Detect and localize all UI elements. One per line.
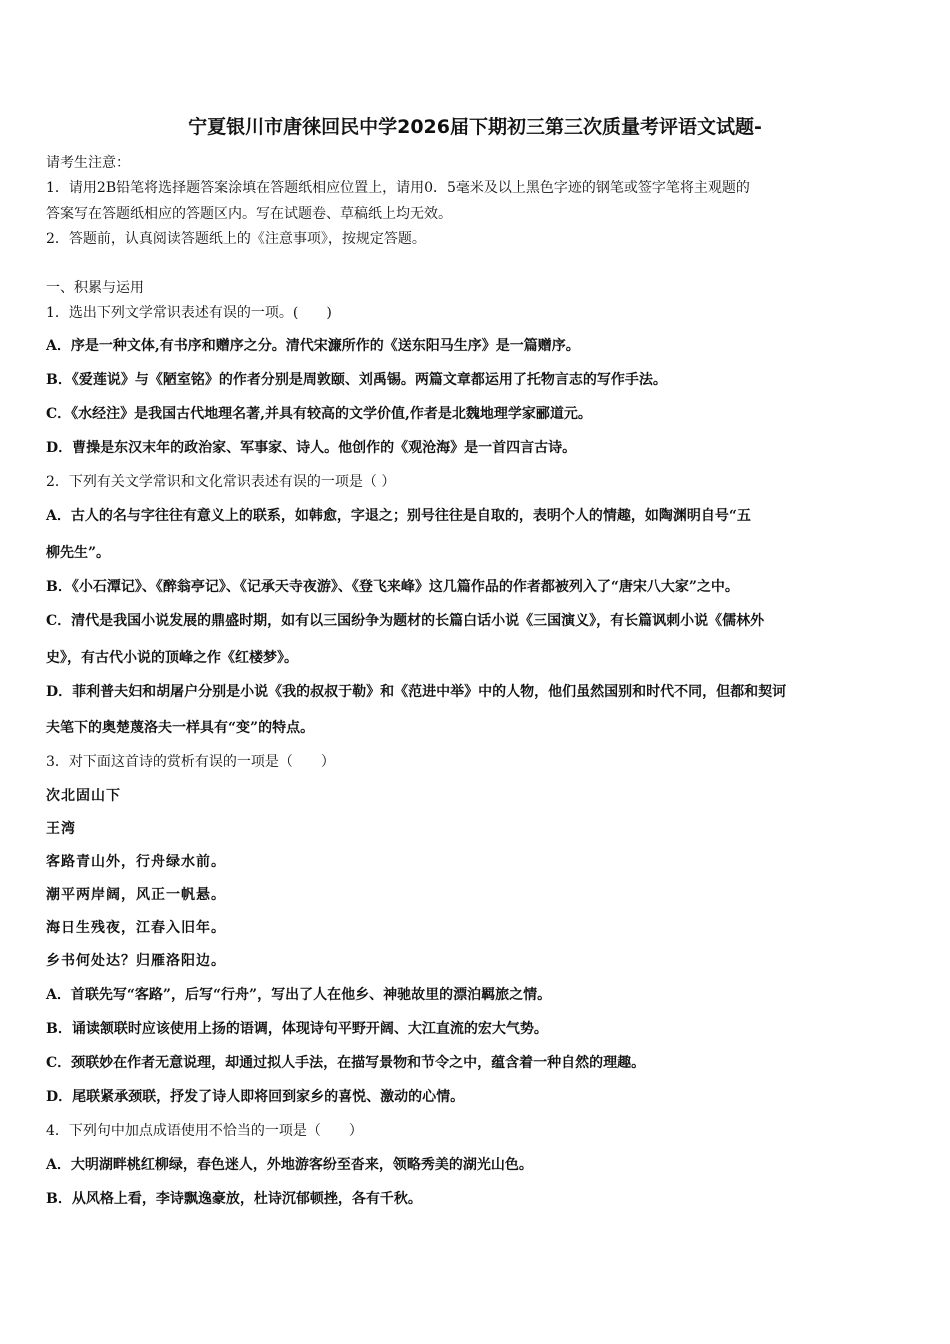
poem-line: 乡书何处达？归雁洛阳边。 [46,953,226,969]
question-option: D．曹操是东汉末年的政治家、军事家、诗人。他创作的《观沧海》是一首四言古诗。 [46,440,577,456]
question-option: D．菲利普夫妇和胡屠户分别是小说《我的叔叔于勒》和《范进中举》中的人物，他们虽然国别和时代不同，但都和契诃 [46,684,787,700]
question-stem: 3．对下面这首诗的赏析有误的一项是（ ） [46,754,335,770]
poem-line: 海日生残夜，江春入旧年。 [46,920,226,936]
poem-line: 潮平两岸阔，风正一帆悬。 [46,887,226,903]
question-option: A．古人的名与字往往有意义上的联系，如韩愈，字退之；别号往往是自取的，表明个人的情趣，如陶渊明自号“五 [46,508,751,524]
question-option: C．清代是我国小说发展的鼎盛时期，如有以三国纷争为题材的长篇白话小说《三国演义》，有长篇讽刺小说《儒林外 [46,613,765,629]
question-option: B．《爱莲说》与《陋室铭》的作者分别是周敦颐、刘禹锡。两篇文章都运用了托物言志的写作手法。 [46,372,667,388]
notice-line: 1．请用2B铅笔将选择题答案涂填在答题纸相应位置上，请用0．5毫米及以上黑色字迹的钢笔或签字笔将主观题的 [46,180,750,196]
question-option: D．尾联紧承颈联，抒发了诗人即将回到家乡的喜悦、激动的心情。 [46,1089,465,1105]
question-option: C．《水经注》是我国古代地理名著,并具有较高的文学价值,作者是北魏地理学家郦道元。 [46,406,592,422]
question-option: A．首联先写“客路”，后写“行舟”，写出了人在他乡、神驰故里的漂泊羁旅之情。 [46,987,552,1003]
question-option: 柳先生”。 [46,545,111,561]
question-option: 史》，有古代小说的顶峰之作《红楼梦》。 [46,650,298,666]
notice-heading: 请考生注意： [46,155,130,171]
section-heading: 一、积累与运用 [46,280,144,296]
question-option: C．颈联妙在作者无意说理，却通过拟人手法，在描写景物和节令之中，蕴含着一种自然的理趣。 [46,1055,646,1071]
notice-line: 2．答题前，认真阅读答题纸上的《注意事项》，按规定答题。 [46,231,426,247]
question-option: 夫笔下的奥楚蔑洛夫一样具有“变”的特点。 [46,720,315,736]
question-option: A．序是一种文体,有书序和赠序之分。清代宋濂所作的《送东阳马生序》是一篇赠序。 [46,338,580,354]
question-option: B．《小石潭记》、《醉翁亭记》、《记承天寺夜游》、《登飞来峰》这几篇作品的作者都被列入了“唐宋八大家”之中。 [46,579,739,595]
question-stem: 2．下列有关文学常识和文化常识表述有误的一项是（ ） [46,474,396,490]
page-title: 宁夏银川市唐徕回民中学2026届下期初三第三次质量考评语文试题- [188,116,762,138]
question-option: B．从风格上看，李诗飘逸豪放，杜诗沉郁顿挫，各有千秋。 [46,1191,422,1207]
question-option: B．诵读颔联时应该使用上扬的语调，体现诗句平野开阔、大江直流的宏大气势。 [46,1021,548,1037]
question-option: A．大明湖畔桃红柳绿，春色迷人，外地游客纷至沓来，领略秀美的湖光山色。 [46,1157,533,1173]
poem-title: 次北固山下 [46,788,121,804]
notice-line: 答案写在答题纸相应的答题区内。写在试题卷、草稿纸上均无效。 [46,206,452,222]
question-stem: 1．选出下列文学常识表述有误的一项。( ) [46,305,332,321]
poem-author: 王湾 [46,821,76,837]
question-stem: 4．下列句中加点成语使用不恰当的一项是（ ） [46,1123,363,1139]
poem-line: 客路青山外，行舟绿水前。 [46,854,226,870]
